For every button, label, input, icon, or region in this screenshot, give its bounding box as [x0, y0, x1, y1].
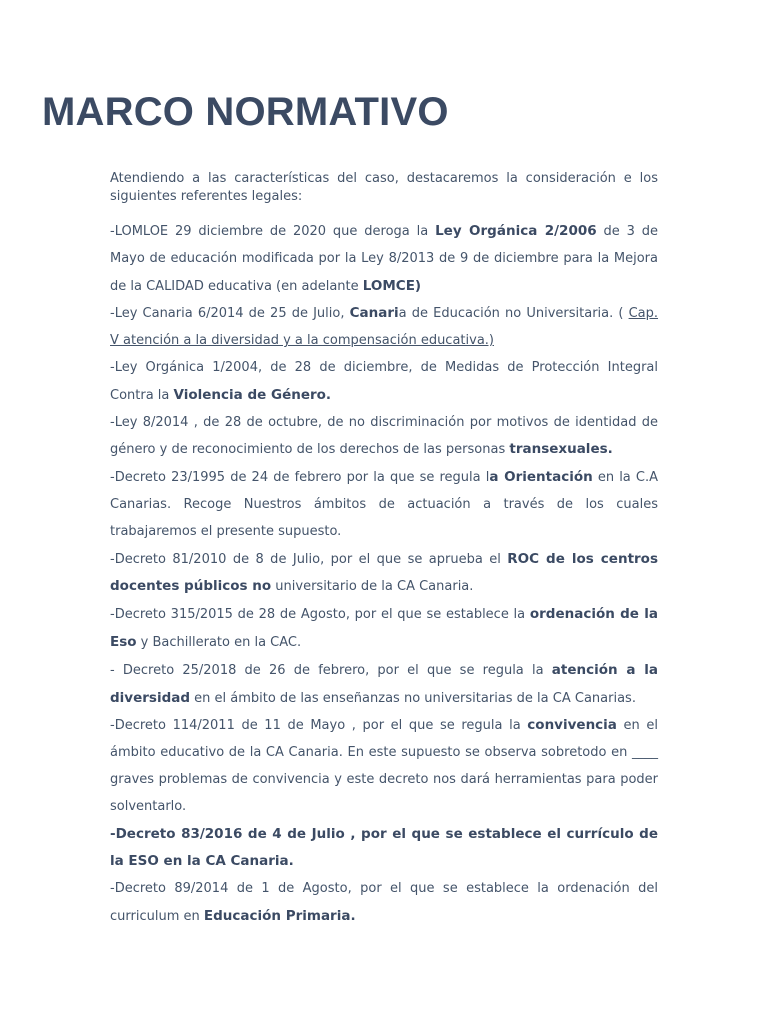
list-item: [110, 712, 658, 820]
item-highlight: a Orientación: [489, 469, 593, 486]
item-text: universitario de la CA Canaria.: [271, 579, 474, 595]
item-text: -Decreto 114/2011 de 11 de Mayo , por el que se regula la: [110, 718, 528, 734]
list-item: [110, 355, 658, 410]
list-item: [110, 410, 658, 465]
chapter-link[interactable]: Cap. V atención a la diversidad y a la compensación educativa.): [110, 306, 659, 349]
item-highlight: ordenación de la Eso: [110, 606, 658, 650]
item-text: -Ley Orgánica 1/2004, de 28 de diciembre, de Medidas de Protección Integral Contra la: [110, 359, 658, 403]
item-text: en el ámbito educativo de la CA Canaria. En este supuesto se observa sobretodo en ____ graves problemas de convivencia y este decreto nos dará herramientas para poder solventarlo.: [110, 718, 658, 814]
item-highlight: -Decreto 83/2016 de 4 de Julio , por el que se establece el currículo de la ESO en la CA Canaria.: [110, 825, 658, 870]
item-highlight: LOMCE): [362, 277, 422, 294]
list-item: [110, 300, 658, 355]
item-text: - Decreto 25/2018 de 26 de febrero, por el que se regula la: [110, 662, 552, 678]
item-text: -Decreto 81/2010 de 8 de Julio, por el que se aprueba el: [110, 551, 508, 567]
item-text: de 3 de Mayo de educación modificada por la Ley 8/2013 de 9 de diciembre para la Mejora de la CALIDAD educativa (en adelante: [110, 224, 658, 294]
list-item: [110, 657, 658, 713]
item-highlight: atención a la diversidad: [110, 661, 658, 706]
page-title: MARCO NORMATIVO: [42, 90, 449, 134]
item-text: -Decreto 89/2014 de 1 de Agosto, por el que se establece la ordenación del curriculum en: [110, 881, 658, 924]
item-highlight: Violencia de Género.: [173, 386, 332, 403]
item-highlight: Educación Primaria.: [203, 907, 356, 924]
list-item: [110, 601, 658, 657]
item-highlight: convivencia: [527, 717, 617, 734]
item-text: -Decreto 23/1995 de 24 de febrero por la que se regula l: [110, 470, 490, 486]
legal-references-list: [110, 218, 658, 931]
item-text: en el ámbito de las enseñanzas no universitarias de la CA Canarias.: [190, 690, 636, 706]
item-text: -Ley Canaria 6/2014 de 25 de Julio,: [110, 306, 350, 322]
intro-paragraph: Atendiendo a las características del caso, destacaremos la consideración e los siguientes referentes legales:: [110, 171, 658, 204]
item-text: -Decreto 315/2015 de 28 de Agosto, por el que se establece la: [110, 607, 530, 623]
item-highlight: ROC de los centros docentes públicos no: [110, 550, 658, 595]
item-text: y Bachillerato en la CAC.: [136, 634, 302, 650]
item-highlight: transexuales.: [509, 441, 613, 458]
list-item: [110, 876, 658, 931]
list-item: [110, 464, 658, 545]
list-item: [110, 546, 658, 602]
item-text: -Ley 8/2014 , de 28 de octubre, de no discriminación por motivos de identidad de género y de reconocimiento de los derechos de las personas: [110, 414, 658, 458]
item-highlight: Ley Orgánica 2/2006: [435, 223, 597, 239]
item-highlight: Canari: [349, 305, 399, 322]
item-text: -LOMLOE 29 diciembre de 2020 que deroga la: [110, 224, 436, 239]
list-item: [110, 218, 658, 300]
list-item: [110, 821, 658, 877]
item-text: en la C.A Canarias. Recoge Nuestros ámbitos de actuación a través de los cuales trabajaremos el presente supuesto.: [110, 470, 658, 539]
item-text: a de Educación no Universitaria. (: [398, 306, 629, 322]
